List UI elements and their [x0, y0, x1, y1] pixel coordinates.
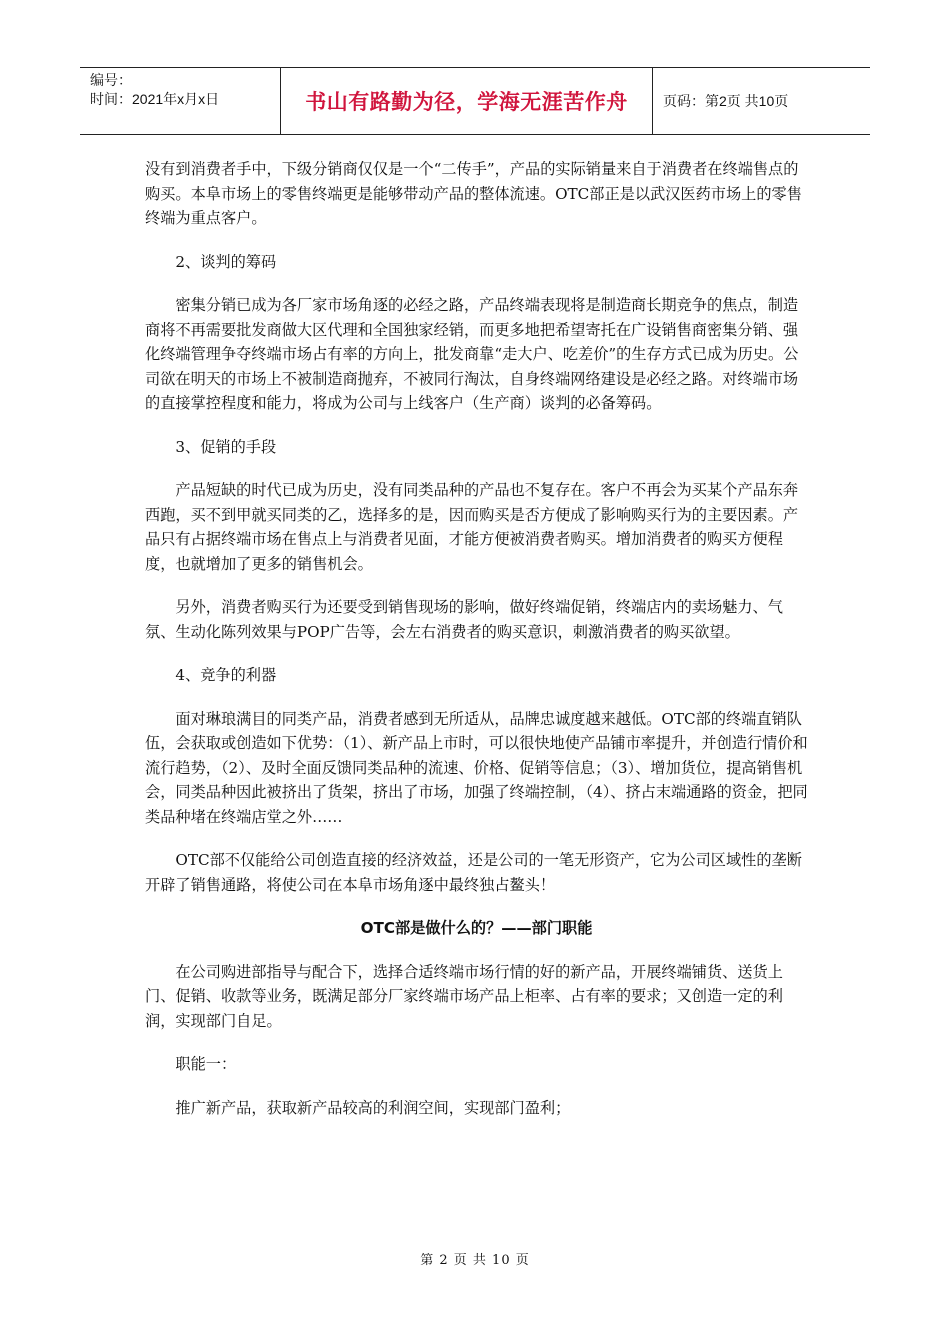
subheading: 2、谈判的筹码: [175, 252, 277, 271]
header-page-number: 页码：第2页 共10页: [663, 93, 789, 109]
paragraph: 面对琳琅满目的同类产品，消费者感到无所适从，品牌忠诚度越来越低。OTC部的终端直销队伍，会获取或创造如下优势：（1）、新产品上市时，可以很快地使产品铺市率提升，并创造行情价和流行趋势，（2）、及时全面反馈同类品种的流速、价格、促销等信息；（3）、增加货位，提高销售机会，同类品种因此被挤出了货架，挤出了市场，加强了终端控制，（4）、挤占末端通路的资金，把同类品种堵在终端店堂之外……: [145, 709, 808, 826]
paragraph: 另外，消费者购买行为还要受到销售现场的影响，做好终端促销，终端店内的卖场魅力、气氛、生动化陈列效果与POP广告等，会左右消费者的购买意识，刺激消费者的购买欲望。: [145, 598, 783, 641]
document-body: [145, 157, 808, 1139]
document-date: 时间：2021年x月x日: [90, 91, 220, 107]
paragraph: 职能一：: [175, 1055, 237, 1073]
paragraph: 没有到消费者手中，下级分销商仅仅是一个“二传手”，产品的实际销量来自于消费者在终端售点的购买。本阜市场上的零售终端更是能够带动产品的整体流速。OTC部正是以武汉医药市场上的零售终端为重点客户。: [145, 160, 802, 227]
subheading: 4、竞争的利器: [175, 666, 277, 684]
paragraph: 产品短缺的时代已成为历史，没有同类品种的产品也不复存在。客户不再会为买某个产品东奔西跑，买不到甲就买同类的乙，选择多的是，因而购买是否方便成了影响购买行为的主要因素。产品只有占据终端市场在售点上与消费者见面，才能方便被消费者购买。增加消费者的购买方便程度，也就增加了更多的销售机会。: [145, 481, 799, 573]
paragraph: 推广新产品，获取新产品较高的利润空间，实现部门盈利；: [175, 1098, 571, 1117]
header-motto: 书山有路勤为径，学海无涯苦作舟: [281, 68, 653, 134]
page-footer: 第 2 页 共 10 页: [420, 1253, 530, 1268]
paragraph: OTC部不仅能给公司创造直接的经济效益，还是公司的一笔无形资产，它为公司区域性的垄断开辟了销售通路，将使公司在本阜市场角逐中最终独占鳌头！: [145, 851, 802, 894]
subheading: 3、促销的手段: [175, 437, 277, 456]
section-title: OTC部是做什么的？——部门职能: [360, 919, 593, 937]
paragraph: 密集分销已成为各厂家市场角逐的必经之路，产品终端表现将是制造商长期竞争的焦点，制造商将不再需要批发商做大区代理和全国独家经销，而更多地把希望寄托在广设销售商密集分销、强化终端管理争夺终端市场占有率的方向上，批发商靠“走大户、吃差价”的生存方式已成为历史。公司欲在明天的市场上不被制造商抛弃，不被同行淘汰，自身终端网络建设是必经之路。对终端市场的直接掌控程度和能力，将成为公司与上线客户（生产商）谈判的必备筹码。: [145, 296, 799, 412]
page-header: [80, 67, 870, 135]
document-number: 编号：: [90, 72, 132, 88]
paragraph: 在公司购进部指导与配合下，选择合适终端市场行情的好的新产品，开展终端铺货、送货上门、促销、收款等业务，既满足部分厂家终端市场产品上柜率、占有率的要求；又创造一定的利润，实现部门自足。: [145, 962, 783, 1030]
header-meta: [80, 68, 281, 134]
